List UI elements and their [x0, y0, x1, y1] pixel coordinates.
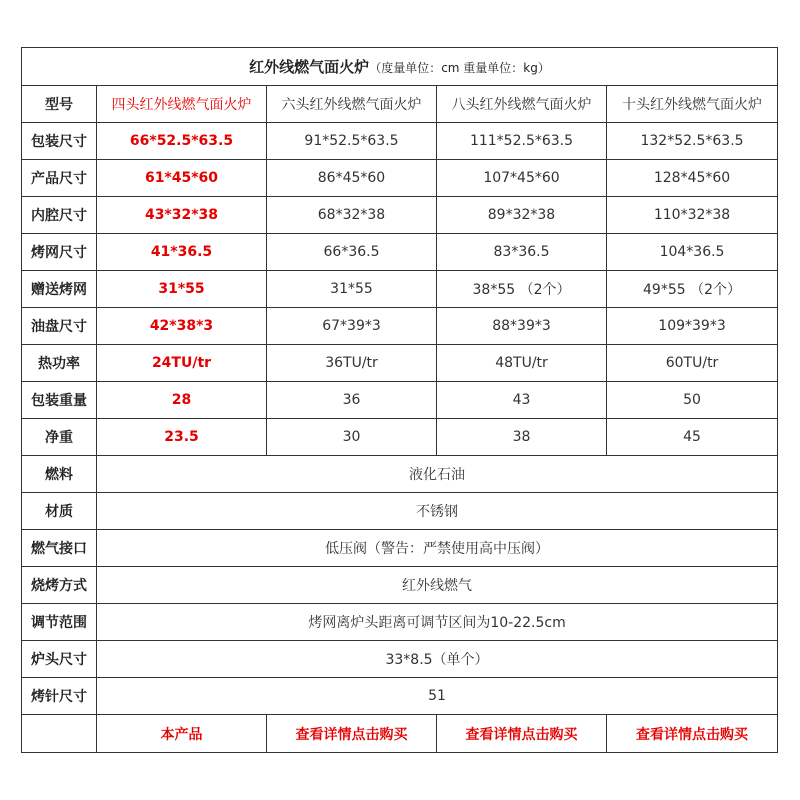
spec-label: 包装重量 [22, 382, 97, 419]
buy-row [22, 715, 778, 753]
title-units: （度量单位：cm 重量单位：kg） [369, 61, 550, 75]
spec-value-highlight: 43*32*38 [97, 197, 267, 234]
spec-row-package-size [22, 123, 778, 160]
spec-value: 48TU/tr [437, 345, 607, 382]
spec-value: 45 [607, 419, 778, 456]
spec-value: 68*32*38 [267, 197, 437, 234]
spec-value: 60TU/tr [607, 345, 778, 382]
common-row-grill-method [22, 567, 778, 604]
spec-label: 热功率 [22, 345, 97, 382]
model-4-head: 四头红外线燃气面火炉 [97, 86, 267, 123]
spec-table [21, 47, 778, 753]
common-value: 不锈钢 [97, 493, 778, 530]
spec-value: 128*45*60 [607, 160, 778, 197]
buy-link-6-head[interactable]: 查看详情点击购买 [267, 715, 437, 753]
common-label: 燃料 [22, 456, 97, 493]
buy-link-8-head[interactable]: 查看详情点击购买 [437, 715, 607, 753]
common-row-burner-size [22, 641, 778, 678]
spec-row-cavity-size [22, 197, 778, 234]
spec-row-heat-power [22, 345, 778, 382]
spec-row-grill-size [22, 234, 778, 271]
table-title [22, 48, 778, 86]
common-value: 烤网离炉头距离可调节区间为10-22.5cm [97, 604, 778, 641]
spec-value: 43 [437, 382, 607, 419]
common-value: 液化石油 [97, 456, 778, 493]
spec-value-highlight: 31*55 [97, 271, 267, 308]
spec-row-product-size [22, 160, 778, 197]
common-label: 烧烤方式 [22, 567, 97, 604]
common-label: 烤针尺寸 [22, 678, 97, 715]
spec-value: 83*36.5 [437, 234, 607, 271]
model-6-head: 六头红外线燃气面火炉 [267, 86, 437, 123]
spec-value: 50 [607, 382, 778, 419]
spec-row-package-weight [22, 382, 778, 419]
spec-value: 49*55 （2个） [607, 271, 778, 308]
spec-value: 36 [267, 382, 437, 419]
this-product-label: 本产品 [97, 715, 267, 753]
spec-value-highlight: 24TU/tr [97, 345, 267, 382]
spec-value: 88*39*3 [437, 308, 607, 345]
spec-value: 89*32*38 [437, 197, 607, 234]
common-row-material [22, 493, 778, 530]
spec-label: 赠送烤网 [22, 271, 97, 308]
spec-value: 110*32*38 [607, 197, 778, 234]
spec-label: 产品尺寸 [22, 160, 97, 197]
buy-row-spacer [22, 715, 97, 753]
buy-link-10-head[interactable]: 查看详情点击购买 [607, 715, 778, 753]
spec-value: 38*55 （2个） [437, 271, 607, 308]
model-10-head: 十头红外线燃气面火炉 [607, 86, 778, 123]
common-value: 33*8.5（单个） [97, 641, 778, 678]
common-row-gas-interface [22, 530, 778, 567]
common-row-adjust-range [22, 604, 778, 641]
spec-label: 内腔尺寸 [22, 197, 97, 234]
spec-row-net-weight [22, 419, 778, 456]
common-row-skewer-size [22, 678, 778, 715]
spec-value-highlight: 23.5 [97, 419, 267, 456]
spec-value-highlight: 28 [97, 382, 267, 419]
spec-value-highlight: 41*36.5 [97, 234, 267, 271]
spec-value: 132*52.5*63.5 [607, 123, 778, 160]
spec-value: 107*45*60 [437, 160, 607, 197]
spec-label: 净重 [22, 419, 97, 456]
model-header-row [22, 86, 778, 123]
spec-value-highlight: 66*52.5*63.5 [97, 123, 267, 160]
spec-value-highlight: 61*45*60 [97, 160, 267, 197]
common-value: 51 [97, 678, 778, 715]
common-label: 炉头尺寸 [22, 641, 97, 678]
common-value-warning: 低压阀（警告：严禁使用高中压阀） [97, 530, 778, 567]
spec-value: 111*52.5*63.5 [437, 123, 607, 160]
spec-value: 66*36.5 [267, 234, 437, 271]
spec-value: 91*52.5*63.5 [267, 123, 437, 160]
spec-label: 包装尺寸 [22, 123, 97, 160]
spec-value: 67*39*3 [267, 308, 437, 345]
spec-value-highlight: 42*38*3 [97, 308, 267, 345]
common-label: 材质 [22, 493, 97, 530]
spec-value: 38 [437, 419, 607, 456]
spec-value: 31*55 [267, 271, 437, 308]
common-row-fuel [22, 456, 778, 493]
spec-value: 104*36.5 [607, 234, 778, 271]
spec-value: 86*45*60 [267, 160, 437, 197]
spec-row-oil-tray [22, 308, 778, 345]
title-main: 红外线燃气面火炉 [249, 58, 370, 76]
common-label: 调节范围 [22, 604, 97, 641]
spec-value: 36TU/tr [267, 345, 437, 382]
common-label: 燃气接口 [22, 530, 97, 567]
common-value: 红外线燃气 [97, 567, 778, 604]
model-8-head: 八头红外线燃气面火炉 [437, 86, 607, 123]
spec-label: 油盘尺寸 [22, 308, 97, 345]
spec-value: 109*39*3 [607, 308, 778, 345]
model-label: 型号 [22, 86, 97, 123]
spec-label: 烤网尺寸 [22, 234, 97, 271]
title-row [22, 48, 778, 86]
spec-row-gift-grill [22, 271, 778, 308]
spec-value: 30 [267, 419, 437, 456]
